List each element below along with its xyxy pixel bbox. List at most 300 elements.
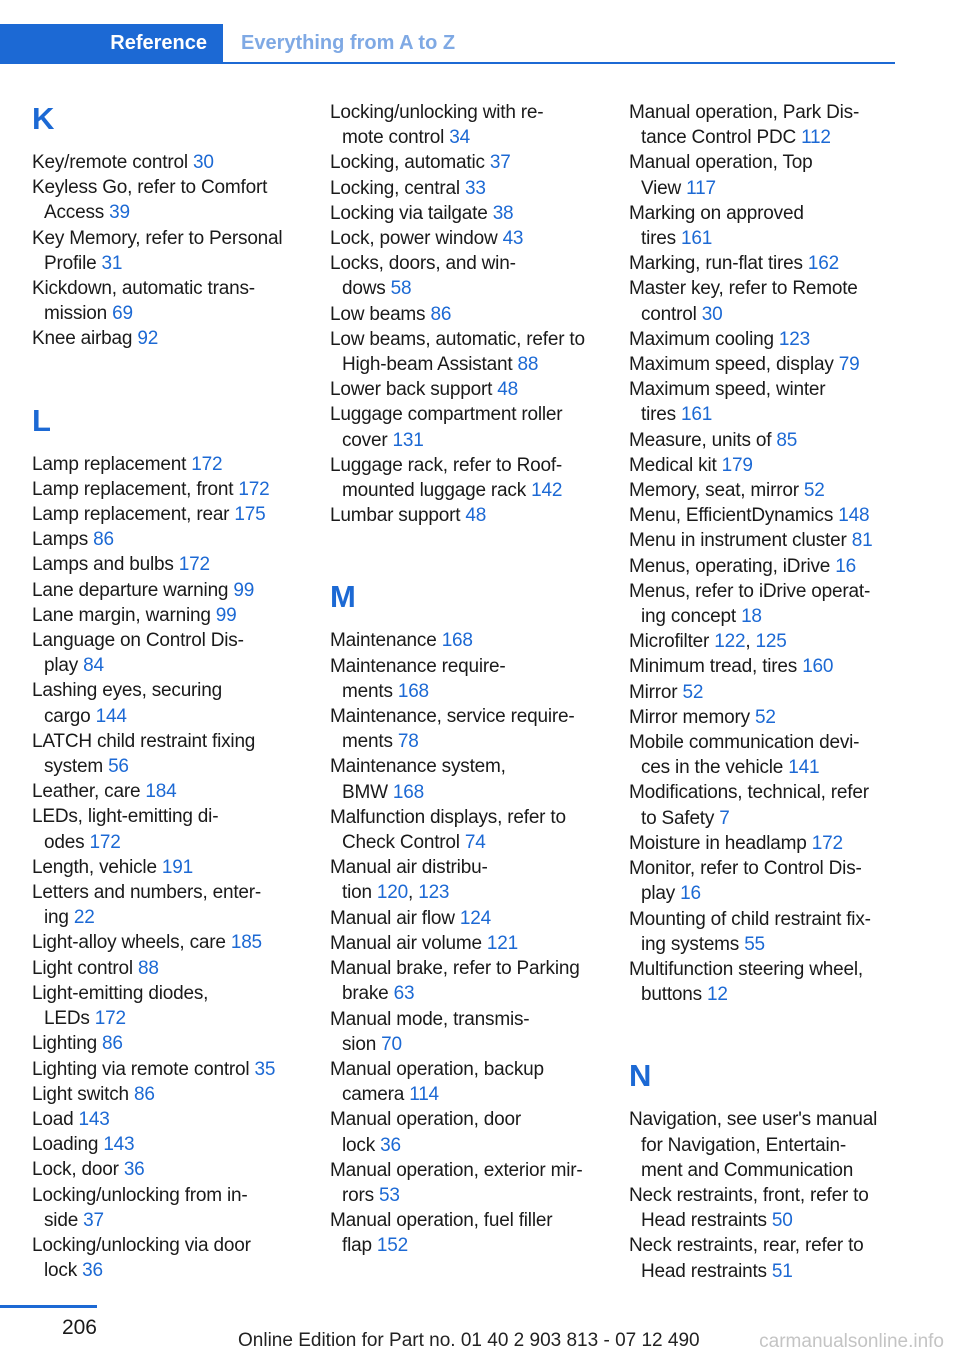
index-entry-text: Mounting of child restraint fix- — [629, 908, 871, 930]
page-reference-link[interactable]: 125 — [755, 631, 787, 653]
index-entry-text: Locking/unlocking from in- — [32, 1184, 248, 1206]
index-entry — [32, 326, 308, 351]
index-entry-text: mounted luggage rack — [342, 480, 532, 502]
index-entry-text: Profile — [44, 252, 102, 274]
index-entry — [629, 1183, 905, 1233]
index-entry-text: Lashing eyes, securing — [32, 680, 222, 702]
page-reference-link[interactable]: 123 — [778, 328, 811, 350]
index-entry-text: control — [641, 303, 702, 325]
page-reference-link[interactable]: 36 — [123, 1159, 145, 1181]
index-entry — [629, 629, 905, 654]
index-entry — [629, 579, 905, 629]
page-reference-link[interactable]: 30 — [701, 303, 723, 325]
index-entry-text: Malfunction displays, refer to — [330, 806, 566, 828]
index-entry-text: Menus, operating, iDrive — [629, 555, 836, 577]
page-reference-link[interactable]: 86 — [133, 1083, 155, 1105]
index-entry — [330, 654, 606, 704]
page-reference-link[interactable]: 168 — [392, 781, 425, 803]
index-entry-text: Lamp replacement, front — [32, 478, 239, 500]
index-entry-text: Load — [32, 1108, 79, 1130]
page-reference-link[interactable]: 12 — [707, 984, 728, 1006]
index-entry — [32, 226, 308, 276]
page-reference-link[interactable]: 16 — [680, 883, 701, 905]
index-entry-text: Keyless Go, refer to Comfort — [32, 177, 268, 199]
page-reference-link[interactable]: 58 — [390, 278, 412, 300]
page-reference-link[interactable]: 172 — [94, 1008, 126, 1030]
index-entry-text: system — [44, 756, 109, 778]
page-reference-link[interactable]: 122 — [714, 631, 746, 653]
page-reference-link[interactable]: 81 — [851, 530, 873, 552]
index-entry — [330, 1107, 606, 1157]
page-reference-link[interactable]: 184 — [145, 781, 177, 803]
page-reference-link[interactable]: 160 — [802, 656, 834, 678]
index-entry — [330, 805, 606, 855]
index-entry — [32, 855, 308, 880]
section-gap — [629, 1007, 905, 1057]
index-entry — [330, 906, 606, 931]
index-entry — [629, 554, 905, 579]
index-entry-text: Luggage compartment roller — [330, 404, 563, 426]
index-entry — [629, 150, 905, 200]
index-entry-text: Lock, door — [32, 1159, 124, 1181]
index-entry-text: Memory, seat, mirror — [629, 480, 804, 502]
index-entry-text: Language on Control Dis- — [32, 630, 244, 652]
index-entry — [629, 528, 905, 553]
index-entry — [629, 856, 905, 906]
index-entry-text: Kickdown, automatic trans- — [32, 278, 255, 300]
page-reference-link[interactable]: 161 — [680, 228, 713, 250]
index-entry — [330, 100, 606, 150]
index-entry-text: Medical kit — [629, 454, 722, 476]
index-entry — [32, 678, 308, 728]
index-entry-text: Master key, refer to Remote — [629, 278, 858, 300]
index-entry-text: rors — [342, 1184, 380, 1206]
index-entry — [32, 527, 308, 552]
page-reference-link[interactable]: 168 — [441, 630, 473, 652]
index-entry-text: Key Memory, refer to Personal — [32, 227, 283, 249]
index-entry — [629, 654, 905, 679]
page-reference-link[interactable]: 31 — [101, 252, 123, 274]
index-column-1 — [32, 100, 308, 1283]
index-entry — [330, 176, 606, 201]
index-entry — [629, 705, 905, 730]
section-tab-reference[interactable]: Reference — [0, 24, 223, 62]
page-reference-link[interactable]: 7 — [719, 807, 730, 829]
page-reference-link[interactable]: 148 — [838, 505, 870, 527]
index-entry — [629, 453, 905, 478]
index-entry-text: Maximum speed, display — [629, 354, 839, 376]
page-reference-link[interactable]: 56 — [108, 756, 129, 778]
index-entry — [629, 428, 905, 453]
page-reference-link[interactable]: 112 — [801, 127, 831, 149]
index-entry-text: ments — [342, 680, 398, 702]
index-entry — [629, 201, 905, 251]
index-entry — [629, 780, 905, 830]
page-reference-link[interactable]: 185 — [230, 932, 262, 954]
index-entry-text: Check Control — [342, 832, 465, 854]
index-entry-text: Lamps and bulbs — [32, 554, 179, 576]
index-entry — [32, 502, 308, 527]
index-entry — [330, 251, 606, 301]
page-reference-link[interactable]: 84 — [83, 655, 104, 677]
page-reference-link[interactable]: 143 — [78, 1108, 110, 1130]
index-entry-text: ment and Communication — [641, 1159, 854, 1181]
index-entry-text: Lumbar support — [330, 505, 466, 527]
index-entry-text: LATCH child restraint fixing — [32, 730, 256, 752]
page-reference-link[interactable]: 43 — [502, 228, 524, 250]
index-entry-text: Low beams — [330, 303, 431, 325]
page-reference-link[interactable]: 172 — [178, 554, 210, 576]
page-reference-link[interactable]: 53 — [379, 1184, 400, 1206]
page-reference-link[interactable]: 51 — [771, 1260, 793, 1282]
index-entry-text: View — [641, 177, 687, 199]
index-entry-text: Maintenance system, — [330, 756, 506, 778]
index-entry — [330, 377, 606, 402]
index-entry-text: Locks, doors, and win- — [330, 253, 516, 275]
index-entry-text: Maintenance — [330, 630, 442, 652]
index-entry-text: to Safety — [641, 807, 720, 829]
page-reference-link[interactable]: 99 — [215, 604, 237, 626]
page-reference-link[interactable]: 162 — [807, 253, 840, 275]
section-tab-everything-a-z[interactable]: Everything from A to Z — [241, 32, 456, 54]
section-gap — [32, 352, 308, 402]
index-entry — [629, 1107, 905, 1183]
index-entry-text: Neck restraints, front, refer to — [629, 1184, 869, 1206]
index-entry-text: Knee airbag — [32, 328, 138, 350]
index-entry-text: buttons — [641, 984, 708, 1006]
index-entry-text: lock — [44, 1260, 83, 1282]
index-entry — [32, 150, 308, 175]
index-entry — [629, 100, 905, 150]
index-entry-text: tires — [641, 404, 681, 426]
index-entry — [629, 503, 905, 528]
index-entry-text: Multifunction steering wheel, — [629, 958, 863, 980]
index-entry — [629, 957, 905, 1007]
page-reference-link[interactable]: 161 — [680, 404, 713, 426]
index-entry — [629, 276, 905, 326]
page-reference-link[interactable]: 36 — [82, 1260, 103, 1282]
index-entry-text: Maintenance, service require- — [330, 706, 575, 728]
index-entry-text: LEDs — [44, 1008, 95, 1030]
index-entry-text: Manual air flow — [330, 907, 460, 929]
page-reference-link[interactable]: 16 — [835, 555, 856, 577]
header-band — [0, 24, 895, 64]
index-entry — [32, 1107, 308, 1132]
index-entry — [32, 477, 308, 502]
index-entry-text: Lower back support — [330, 379, 498, 401]
index-entry-text: Manual operation, backup — [330, 1058, 544, 1080]
page-reference-link[interactable]: 152 — [376, 1235, 409, 1257]
index-entry-text: Locking/unlocking with re- — [330, 102, 544, 123]
index-entry — [32, 276, 308, 326]
index-entry — [32, 1157, 308, 1182]
section-gap — [330, 528, 606, 578]
index-entry — [629, 907, 905, 957]
index-entry — [330, 956, 606, 1006]
index-entry — [629, 680, 905, 705]
index-entry-text: tance Control PDC — [641, 127, 802, 149]
page-reference-link[interactable]: 78 — [397, 731, 419, 753]
index-entry — [330, 302, 606, 327]
page-reference-link[interactable]: 74 — [464, 832, 486, 854]
index-entry — [32, 956, 308, 981]
page-reference-link[interactable]: 117 — [686, 177, 716, 199]
index-entry-text: Maximum speed, winter — [629, 379, 826, 401]
index-entry-text: cargo — [44, 705, 96, 727]
index-entry-text: Lane departure warning — [32, 579, 234, 601]
page-reference-link[interactable]: 86 — [430, 303, 452, 325]
index-entry — [330, 201, 606, 226]
index-entry-text: Manual operation, Top — [629, 152, 813, 174]
index-entry-text: , — [745, 631, 756, 653]
page-reference-link[interactable]: 34 — [449, 127, 470, 149]
index-entry-text: Modifications, technical, refer — [629, 782, 869, 804]
page-reference-link[interactable]: 143 — [103, 1134, 135, 1156]
index-entry-text: Marking, run-flat tires — [629, 253, 808, 275]
index-entry — [32, 1031, 308, 1056]
page-reference-link[interactable]: 52 — [754, 706, 776, 728]
index-entry — [629, 1233, 905, 1283]
index-entry — [629, 478, 905, 503]
page-reference-link[interactable]: 30 — [192, 152, 214, 173]
index-entry-text: Menu in instrument cluster — [629, 530, 852, 552]
page-reference-link[interactable]: 86 — [93, 529, 114, 551]
index-entry — [330, 754, 606, 804]
index-entry — [32, 1132, 308, 1157]
index-entry — [32, 628, 308, 678]
index-entry — [32, 1082, 308, 1107]
index-entry-text: brake — [342, 983, 394, 1005]
page-reference-link[interactable]: 52 — [803, 480, 825, 502]
index-entry — [32, 779, 308, 804]
index-entry — [32, 804, 308, 854]
page-reference-link[interactable]: 69 — [112, 303, 133, 325]
index-entry-text: Locking via tailgate — [330, 202, 493, 224]
page-reference-link[interactable]: 179 — [721, 454, 753, 476]
page-reference-link[interactable]: 52 — [682, 681, 704, 703]
index-entry — [629, 831, 905, 856]
index-entry-text: Manual operation, door — [330, 1109, 522, 1131]
page-reference-link[interactable]: 36 — [380, 1134, 401, 1156]
index-entry-text: Locking, automatic — [330, 152, 490, 174]
page-reference-link[interactable]: 37 — [83, 1209, 104, 1231]
index-entry — [330, 704, 606, 754]
page-reference-link[interactable]: 55 — [744, 933, 765, 955]
index-entry — [32, 1233, 308, 1283]
index-entry-text: Lamp replacement — [32, 453, 192, 475]
index-entry — [32, 880, 308, 930]
page-reference-link[interactable]: 35 — [254, 1058, 276, 1080]
index-entry-text: side — [44, 1209, 84, 1231]
index-entry-text: dows — [342, 278, 391, 300]
index-entry-text: Head restraints — [641, 1260, 772, 1282]
index-entry — [330, 931, 606, 956]
index-entry — [330, 226, 606, 251]
index-entry-text: Leather, care — [32, 781, 146, 803]
index-entry-text: tion — [342, 882, 377, 904]
index-entry-text: Menus, refer to iDrive operat- — [629, 580, 871, 602]
page-reference-link[interactable]: 39 — [109, 202, 130, 224]
index-entry-text: Locking, central — [330, 177, 465, 199]
index-entry-text: Light switch — [32, 1083, 134, 1105]
page-reference-link[interactable]: 38 — [492, 202, 514, 224]
index-entry-text: Locking/unlocking via door — [32, 1234, 251, 1256]
index-entry-text: Length, vehicle — [32, 856, 162, 878]
index-entry-text: Navigation, see user's manual — [629, 1109, 878, 1131]
page-reference-link[interactable]: 168 — [397, 680, 429, 702]
index-entry — [330, 855, 606, 905]
page-reference-link[interactable]: 121 — [486, 932, 519, 954]
page-reference-link[interactable]: 172 — [89, 831, 121, 853]
page-reference-link[interactable]: 123 — [418, 882, 450, 904]
page-reference-link[interactable]: 172 — [191, 453, 223, 475]
index-entry-text: Neck restraints, rear, refer to — [629, 1235, 864, 1257]
index-entry-text: ing concept — [641, 606, 742, 628]
index-entry — [32, 452, 308, 477]
page-reference-link[interactable]: 79 — [838, 354, 860, 376]
page-reference-link[interactable]: 191 — [161, 856, 194, 878]
index-entry-text: Lamps — [32, 529, 94, 551]
index-entry-text: Manual air distribu- — [330, 857, 488, 879]
index-entry — [32, 981, 308, 1031]
index-entry — [629, 327, 905, 352]
page-reference-link[interactable]: 172 — [811, 832, 843, 854]
index-entry — [629, 730, 905, 780]
page-reference-link[interactable]: 141 — [788, 757, 820, 779]
index-entry — [32, 729, 308, 779]
index-entry-text: ing systems — [641, 933, 745, 955]
index-entry-text: Monitor, refer to Control Dis- — [629, 858, 862, 880]
index-entry-text: Manual air volume — [330, 932, 487, 954]
page-reference-link[interactable]: 144 — [95, 705, 127, 727]
index-entry-text: odes — [44, 831, 90, 853]
page-reference-link[interactable]: 124 — [459, 907, 491, 929]
page-reference-link[interactable]: 70 — [381, 1033, 402, 1055]
index-entry-text: play — [44, 655, 84, 677]
index-entry — [32, 603, 308, 628]
page-reference-link[interactable]: 114 — [409, 1084, 439, 1106]
index-entry-text: Manual operation, fuel filler — [330, 1210, 553, 1232]
index-entry — [629, 377, 905, 427]
index-entry-text: Access — [44, 202, 110, 224]
index-entry-text: High-beam Assistant — [342, 354, 518, 376]
index-entry-text: Marking on approved — [629, 202, 804, 224]
page-reference-link[interactable]: 86 — [102, 1033, 123, 1055]
edition-note: Online Edition for Part no. 01 40 2 903 813 - 07 12 490 — [238, 1330, 700, 1351]
page-reference-link[interactable]: 18 — [741, 606, 762, 628]
index-entry-text: BMW — [342, 781, 393, 803]
index-column-2 — [330, 100, 606, 1259]
index-entry-text: Mirror memory — [629, 706, 755, 728]
page-reference-link[interactable]: 175 — [234, 504, 266, 526]
index-entry — [330, 402, 606, 452]
index-entry-text: Head restraints — [641, 1210, 772, 1232]
page-reference-link[interactable]: 48 — [465, 505, 487, 527]
index-entry-text: Luggage rack, refer to Roof- — [330, 454, 563, 476]
index-entry-text: Light-emitting diodes, — [32, 982, 209, 1004]
index-entry — [32, 552, 308, 577]
page-reference-link[interactable]: 33 — [464, 177, 486, 199]
index-entry — [330, 1208, 606, 1258]
index-entry-text: camera — [342, 1084, 410, 1106]
page-reference-link[interactable]: 131 — [392, 429, 424, 451]
page-reference-link[interactable]: 92 — [137, 328, 159, 350]
index-entry — [32, 930, 308, 955]
index-entry-text: Mobile communication devi- — [629, 732, 860, 754]
index-entry-text: mote control — [342, 127, 450, 149]
index-letter-heading: N — [629, 1058, 652, 1094]
index-entry — [330, 1057, 606, 1107]
index-entry-text: Manual operation, Park Dis- — [629, 102, 860, 123]
page-reference-link[interactable]: 88 — [138, 957, 159, 979]
index-entry-text: Light-alloy wheels, care — [32, 932, 231, 954]
index-entry — [330, 1158, 606, 1208]
index-entry-text: tires — [641, 228, 681, 250]
index-entry-text: sion — [342, 1033, 382, 1055]
page-reference-link[interactable]: 99 — [233, 579, 255, 601]
index-entry — [32, 1057, 308, 1082]
index-entry — [32, 175, 308, 225]
index-entry-text: ces in the vehicle — [641, 757, 789, 779]
index-entry-text: Manual mode, transmis- — [330, 1008, 530, 1030]
footer-rule — [0, 1305, 97, 1308]
index-entry-text: mission — [44, 303, 113, 325]
index-entry — [32, 1183, 308, 1233]
page-reference-link[interactable]: 85 — [776, 429, 798, 451]
index-entry-text: play — [641, 883, 681, 905]
index-entry-text: Menu, EfficientDynamics — [629, 505, 839, 527]
page-reference-link[interactable]: 172 — [238, 478, 270, 500]
index-entry — [330, 503, 606, 528]
index-letter-heading: L — [32, 402, 51, 438]
page-reference-link[interactable]: 120 — [376, 882, 409, 904]
index-entry-text: flap — [342, 1235, 377, 1257]
page-reference-link[interactable]: 37 — [489, 152, 511, 174]
index-entry-text: Microfilter — [629, 631, 715, 653]
index-entry-text: Lighting — [32, 1033, 103, 1055]
index-entry — [330, 1007, 606, 1057]
index-entry-text: Measure, units of — [629, 429, 777, 451]
index-entry-text: Maximum cooling — [629, 328, 779, 350]
index-entry-text: Light control — [32, 957, 138, 979]
page-reference-link[interactable]: 88 — [517, 354, 539, 376]
page-reference-link[interactable]: 22 — [73, 907, 95, 929]
index-entry-text: Manual operation, exterior mir- — [330, 1159, 583, 1181]
index-entry-text: LEDs, light-emitting di- — [32, 806, 219, 828]
index-entry-text: Lamp replacement, rear — [32, 504, 235, 526]
index-entry-text: Lighting via remote control — [32, 1058, 255, 1080]
page-reference-link[interactable]: 48 — [497, 379, 519, 401]
index-entry-text: lock — [342, 1134, 381, 1156]
index-entry-text: cover — [342, 429, 393, 451]
index-entry — [629, 251, 905, 276]
index-entry-text: ing — [44, 907, 74, 929]
index-entry-text: , — [408, 882, 419, 904]
index-entry — [330, 628, 606, 653]
page-reference-link[interactable]: 50 — [771, 1210, 793, 1232]
index-entry-text: Letters and numbers, enter- — [32, 882, 262, 904]
index-letter-heading: M — [330, 579, 356, 615]
index-entry-text: for Navigation, Entertain- — [641, 1134, 846, 1156]
watermark: carmanualsonline.info — [759, 1331, 944, 1352]
page-reference-link[interactable]: 142 — [531, 480, 563, 502]
index-letter-heading: K — [32, 101, 55, 136]
page-reference-link[interactable]: 63 — [393, 983, 415, 1005]
index-entry — [330, 453, 606, 503]
index-entry-text: Manual brake, refer to Parking — [330, 958, 580, 980]
page-number: 206 — [61, 1316, 97, 1339]
index-entry-text: Low beams, automatic, refer to — [330, 328, 585, 350]
